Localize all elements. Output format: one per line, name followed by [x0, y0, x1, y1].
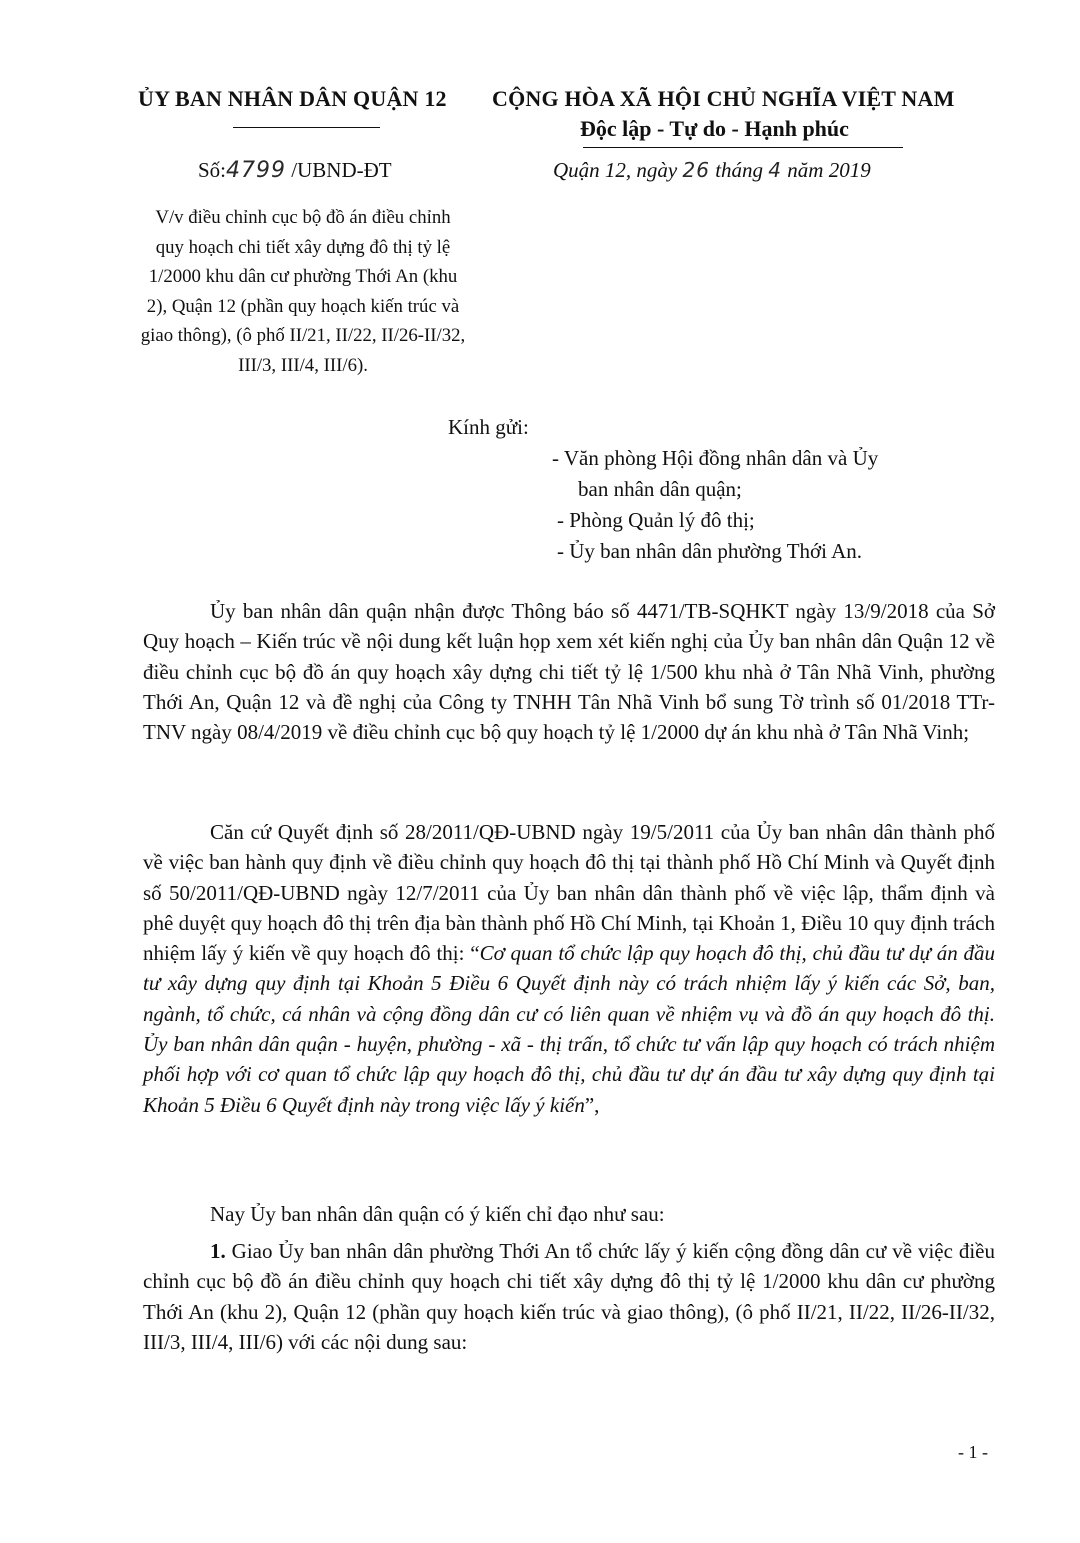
- national-motto: Độc lập - Tự do - Hạnh phúc: [580, 116, 849, 141]
- national-title: CỘNG HÒA XÃ HỘI CHỦ NGHĨA VIỆT NAM: [492, 86, 955, 111]
- paragraph-2-quote: Cơ quan tổ chức lập quy hoạch đô thị, chủ đầu tư dự án đầu tư xây dựng quy định tại Khoản 5 Điều 6 Quyết định này có trách nhiệm lấy ý kiến các Sở, ban, ngành, tổ chức, cá nhân và cộng đồng dân cư có liên quan về nhiệm vụ và đồ án quy hoạch đô thị. Ủy ban nhân dân quận - huyện, phường - xã - thị trấn, tổ chức tư vấn lập quy hoạch có trách nhiệm phối hợp với cơ quan tổ chức lập quy hoạch đô thị, chủ đầu tư dự án đầu tư xây dựng quy định tại Khoản 5 Điều 6 Quyết định này trong việc lấy ý kiến: [143, 941, 995, 1117]
- document-number-suffix: /UBND-ĐT: [286, 158, 392, 182]
- paragraph-2-tail: ”,: [584, 1092, 600, 1117]
- paragraph-4-number: 1.: [210, 1239, 226, 1263]
- motto-underline: [583, 147, 903, 148]
- recipient-item: - Ủy ban nhân dân phường Thới An.: [557, 539, 863, 563]
- recipient-item: - Phòng Quản lý đô thị;: [557, 508, 755, 532]
- date-month-handwritten: 4: [768, 158, 783, 182]
- paragraph-4-text: Giao Ủy ban nhân dân phường Thới An tổ chức lấy ý kiến cộng đồng dân cư về việc điều chỉnh cục bộ đồ án điều chỉnh quy hoạch chi tiết xây dựng đô thị tỷ lệ 1/2000 khu dân cư phường Thới An (khu 2), Quận 12 (phần quy hoạch kiến trúc và giao thông), (ô phố II/21, II/22, II/26-II/32, III/3, III/4, III/6) với các nội dung sau:: [143, 1239, 995, 1354]
- document-number-prefix: Số:: [198, 158, 227, 182]
- page-number: - 1 -: [958, 1442, 988, 1462]
- date-text-2: tháng: [709, 158, 769, 182]
- recipient-item: - Văn phòng Hội đồng nhân dân và Ủy: [552, 446, 879, 470]
- document-subject: V/v điều chỉnh cục bộ đồ án điều chỉnh quy hoạch chi tiết xây dựng đô thị tỷ lệ 1/2000 khu dân cư phường Thới An (khu 2), Quận 12 (phần quy hoạch kiến trúc và giao thông), (ô phố II/21, II/22, II/26-II/32, III/3, III/4, III/6).: [140, 207, 466, 376]
- body-paragraph-4: [143, 1236, 995, 1357]
- document-date: [553, 158, 871, 183]
- issuing-agency: ỦY BAN NHÂN DÂN QUẬN 12: [138, 86, 447, 111]
- recipient-item: ban nhân dân quận;: [578, 477, 742, 501]
- document-number: [198, 158, 392, 183]
- document-number-handwritten: 4799: [226, 158, 287, 183]
- agency-underline: [233, 127, 380, 128]
- date-text-1: Quận 12, ngày: [553, 158, 683, 182]
- date-day-handwritten: 26: [682, 158, 710, 182]
- body-paragraph-3: Nay Ủy ban nhân dân quận có ý kiến chỉ đạo như sau:: [210, 1202, 665, 1226]
- paragraph-2-lead: Căn cứ Quyết định số 28/2011/QĐ-UBND ngày 19/5/2011 của Ủy ban nhân dân thành phố về việc ban hành quy định về điều chỉnh quy hoạch đô thị tại thành phố Hồ Chí Minh và Quyết định số 50/2011/QĐ-UBND ngày 12/7/2011 của Ủy ban nhân dân thành phố về việc lập, thẩm định và phê duyệt quy hoạch đô thị trên địa bàn thành phố Hồ Chí Minh, tại Khoản 1, Điều 10 quy định trách nhiệm lấy ý kiến về quy hoạch đô thị: “: [143, 820, 995, 966]
- body-paragraph-1: Ủy ban nhân dân quận nhận được Thông báo số 4471/TB-SQHKT ngày 13/9/2018 của Sở Quy hoạch – Kiến trúc về nội dung kết luận họp xem xét kiến nghị của Ủy ban nhân dân Quận 12 về điều chỉnh cục bộ đồ án quy hoạch xây dựng chi tiết tỷ lệ 1/500 khu nhà ở Tân Nhã Vinh, phường Thới An, Quận 12 và đề nghị của Công ty TNHH Tân Nhã Vinh bổ sung Tờ trình số 01/2018 TTr-TNV ngày 08/4/2019 về điều chỉnh cục bộ quy hoạch tỷ lệ 1/2000 dự án khu nhà ở Tân Nhã Vinh;: [143, 599, 995, 745]
- date-text-3: năm 2019: [782, 158, 871, 182]
- recipients-label: Kính gửi:: [448, 415, 529, 439]
- body-paragraph-2: [143, 817, 995, 1120]
